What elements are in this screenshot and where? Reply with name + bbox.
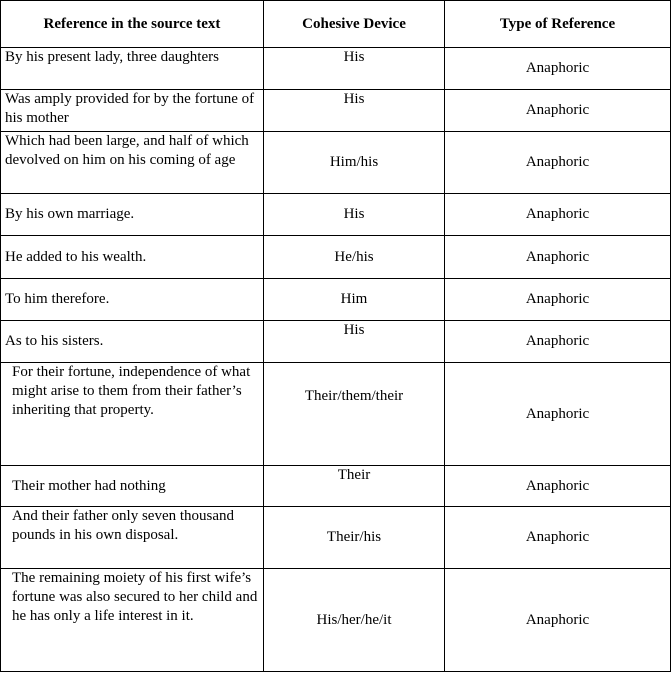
reference-cell: He added to his wealth.	[1, 236, 264, 279]
device-cell: He/his	[264, 236, 445, 279]
reference-cell: The remaining moiety of his first wife’s fortune was also secured to her child and he has only a life interest in it.	[1, 569, 264, 672]
table-row	[1, 569, 671, 672]
reference-cell: Their mother had nothing	[1, 466, 264, 507]
type-cell: Anaphoric	[445, 132, 671, 194]
type-cell: Anaphoric	[445, 90, 671, 132]
type-cell: Anaphoric	[445, 466, 671, 507]
table-row	[1, 90, 671, 132]
type-cell: Anaphoric	[445, 569, 671, 672]
table-row	[1, 363, 671, 466]
device-cell: His	[264, 90, 445, 132]
column-header-reference-type: Type of Reference	[445, 1, 671, 48]
type-cell: Anaphoric	[445, 194, 671, 236]
table-row	[1, 279, 671, 321]
column-header-cohesive-device: Cohesive Device	[264, 1, 445, 48]
table-row	[1, 48, 671, 90]
device-cell: Their/them/their	[264, 363, 445, 466]
reference-cell: To him therefore.	[1, 279, 264, 321]
type-cell: Anaphoric	[445, 363, 671, 466]
device-cell: His	[264, 48, 445, 90]
reference-cell: Was amply provided for by the fortune of his mother	[1, 90, 264, 132]
table-row	[1, 132, 671, 194]
reference-cell: Which had been large, and half of which devolved on him on his coming of age	[1, 132, 264, 194]
device-cell: Their/his	[264, 507, 445, 569]
reference-cell: For their fortune, independence of what might arise to them from their father’s inheriting that property.	[1, 363, 264, 466]
device-cell: Their	[264, 466, 445, 507]
table-row	[1, 321, 671, 363]
device-cell: Him	[264, 279, 445, 321]
column-header-reference: Reference in the source text	[1, 1, 264, 48]
device-cell: Him/his	[264, 132, 445, 194]
type-cell: Anaphoric	[445, 48, 671, 90]
type-cell: Anaphoric	[445, 507, 671, 569]
reference-cell: And their father only seven thousand pounds in his own disposal.	[1, 507, 264, 569]
device-cell: His/her/he/it	[264, 569, 445, 672]
device-cell: His	[264, 321, 445, 363]
table-header-row	[1, 1, 671, 48]
reference-cell: By his own marriage.	[1, 194, 264, 236]
reference-cell: By his present lady, three daughters	[1, 48, 264, 90]
type-cell: Anaphoric	[445, 279, 671, 321]
table-row	[1, 507, 671, 569]
reference-cell: As to his sisters.	[1, 321, 264, 363]
table-row	[1, 466, 671, 507]
type-cell: Anaphoric	[445, 236, 671, 279]
type-cell: Anaphoric	[445, 321, 671, 363]
device-cell: His	[264, 194, 445, 236]
table-row	[1, 194, 671, 236]
table-row	[1, 236, 671, 279]
